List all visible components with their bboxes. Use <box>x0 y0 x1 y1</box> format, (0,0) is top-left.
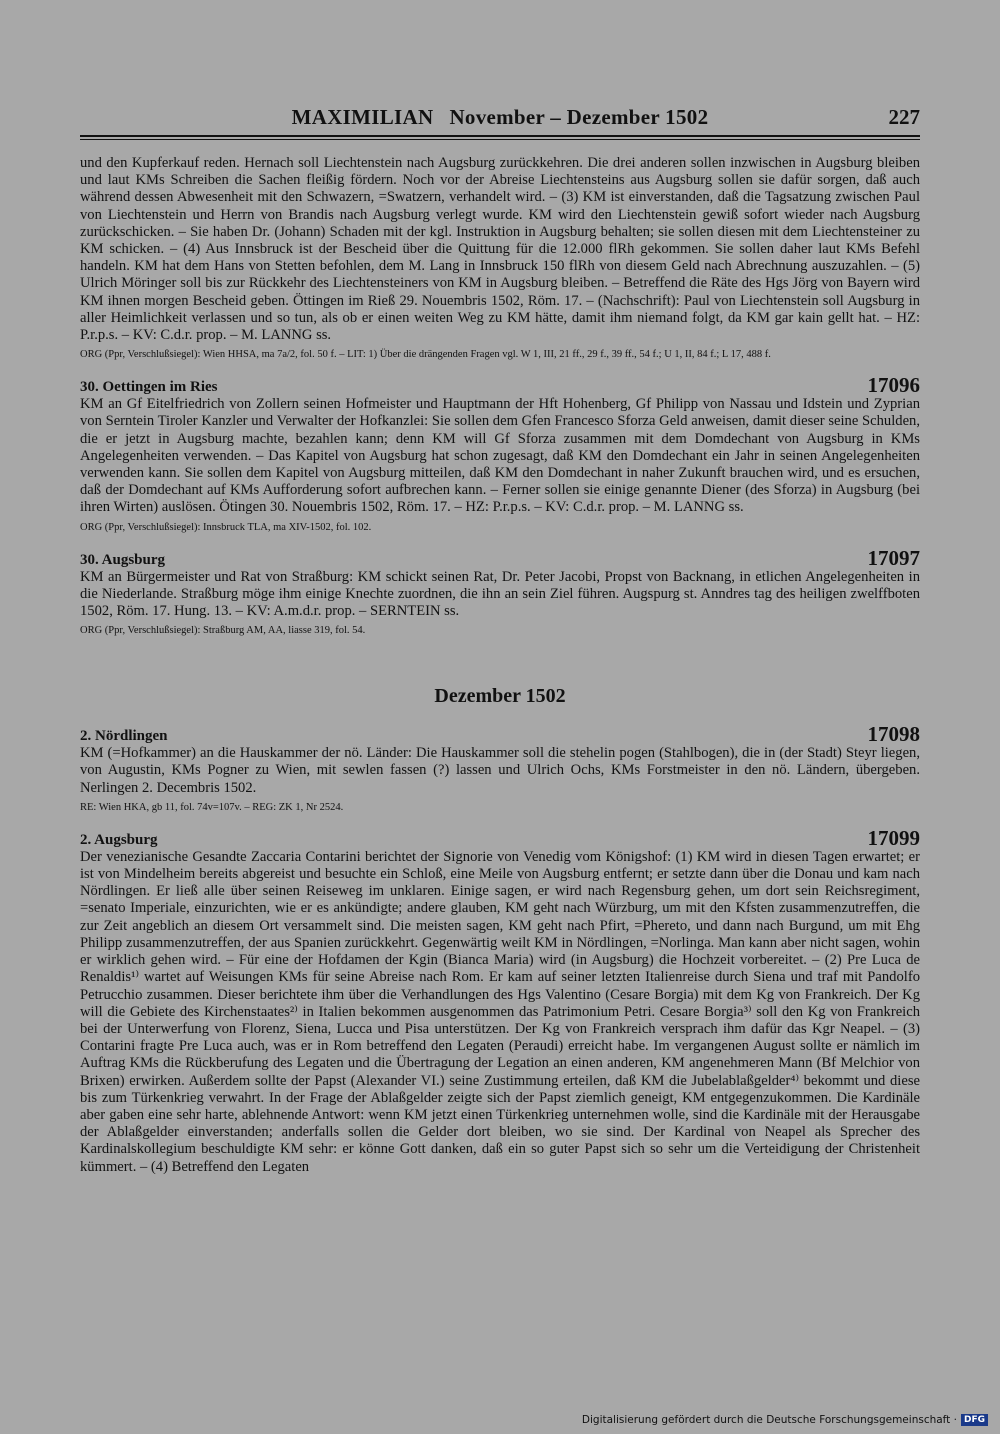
entry-source: RE: Wien HKA, gb 11, fol. 74v=107v. – REG: ZK 1, Nr 2524. <box>80 801 344 813</box>
entry-text: KM (=Hofkammer) an die Hauskammer der nö. Länder: Die Hauskammer soll die stehelin pogen (Stahlbogen), die in (der Stadt) Steyr liegen, von Augustin, KMs Pogner zu Wien, mit sewlen fassen (?) lassen und Ulrich Ochs, KMs Forstmeister in den nö. Ländern, übergeben. Nerlingen 2. Decembris 1502. <box>80 745 920 796</box>
entry-text: Der venezianische Gesandte Zaccaria Contarini berichtet der Signorie von Venedig vom Königshof: (1) KM wird in diesen Tagen erwartet; er ist von Mindelheim bereits abgereist und besuchte ein Schloß, eine Meile von Augsburg entfernt; er setzte dann über die Donau und kam nach Nördlingen. Er ließ alle über seinen Reiseweg im unklaren. Einige sagen, er wird nach Regensburg gehen, um dort sein Reichsregiment, =senato Imperiale, einzurichten, wie er es ankündigte; andere glauben, KM geht nach Würzburg, um mit den Kfsten zusammenzutreffen, die zur Zeit angeblich an diesem Ort versammelt sind. Die meisten sagen, KM geht nach Pfirt, =Phereto, und dann nach Burgund, um mit Ehg Philipp zusammenzutreffen, der aus Spanien zurückkehrt. Gegenwärtig weilt KM in Nördlingen, =Norlinga. Man kann aber nicht sagen, wohin er wirklich gehen wird. – Für eine der Hofdamen der Kgin (Bianca Maria) wird (in Augsburg) die Hochzeit vorbereitet. – (2) Pre Luca de Renaldis¹⁾ wartet auf Weisungen KMs für seine Abreise nach Rom. Er kam auf seiner letzten Italienreise durch Siena und traf mit Pandolfo Petrucchio zusammen. Dieser berichtete ihm über die Verhandlungen des Hgs Valentino (Cesare Borgia) mit dem Kg von Frankreich. Der Kg will die Gebiete des Kirchenstaates²⁾ in Italien bekommen ausgenommen das Patrimonium Petri. Cesare Borgia³⁾ soll den Kg von Frankreich bei der Unterwerfung von Florenz, Siena, Lucca und Pisa unterstützen. Der Kg von Frankreich versprach ihm dafür das Kgr Neapel. – (3) Contarini fragte Pre Luca auch, was er in Rom betreffend den Legaten (Peraudi) erreicht habe. Im vergangenen August sollte er nämlich im Auftrag KMs die Rückberufung des Legaten und die Übertragung der Legation an einen anderen, KM angenehmeren Mann (Bf Melchior von Brixen) erwirken. Außerdem sollte der Papst (Alexander VI.) seine Zustimmung erteilen, daß KM die Jubelablaßgelder⁴⁾ bekommt und diese bis zum Türkenkrieg verwahrt. In der Frage der Ablaßgelder zeigte sich der Papst ziemlich geneigt, KM entgegenzukommen. Die Kardinäle aber gaben eine sehr harte, ablehnende Antwort: wenn KM jetzt einen Türkenkrieg unternehmen wolle, sind die Kardinäle mit der Herausgabe der Ablaßgelder einverstanden; anderfalls sollen die Gelder dort bleiben, wo sie sind. Der Kardinal von Neapel als Sprecher des Kardinalskollegium beschuldigte KM sehr: er könne Gott danken, daß ein so guter Papst sich so sehr um die Verteidigung der Christenheit kümmert. – (4) Betreffend den Legaten <box>80 848 920 1175</box>
entry-place: 30. Augsburg <box>80 551 166 568</box>
entry-text: KM an Bürgermeister und Rat von Straßburg: KM schickt seinen Rat, Dr. Peter Jacobi, Propst von Backnang, in etlichen Angelegenheiten in die Niederlande. Straßburg möge ihm einige Knechte zuordnen, die ihn an sein Ziel führen. Augspurg st. Anndres tag des heiligen zwelffboten 1502, Röm. 17. Hung. 13. – KV: A.m.d.r. prop. – SERNTEIN ss. <box>80 568 920 620</box>
entry-text: KM an Gf Eitelfriedrich von Zollern seinen Hofmeister und Hauptmann der Hft Hohenberg, Gf Philipp von Nassau und Idstein und Zyprian von Serntein Tiroler Kanzler und Verwalter der Hofkanzlei: Sie sollen dem Gfen Francesco Sforza Geld anweisen, damit dieser seine Schulden, die er jetzt in Augsburg machte, bezahlen kann; denn KM will Gf Sforza zusammen mit dem Domdechant von Augsburg in KMs Angelegenheiten verwenden. – Das Kapitel von Augsburg hat schon zugesagt, daß KM den Domdechant ein Jahr in seinen Angelegenheiten verwenden kann. Sie sollen dem Kapitel von Augsburg mitteilen, daß KM den Domdechant in naher Zukunft brauchen wird, und es ersuchen, daß der Domdechant auf KMs Aufforderung sofort aufbrechen kann. – Ferner sollen sie einige genannte Diener (des Sforza) in Augsburg (bei ihren Wirten) auslösen. Ötingen 30. Nouembris 1502, Röm. 17. – HZ: P.r.p.s. – KV: C.d.r. prop. – M. LANNG ss. <box>80 396 920 516</box>
running-title-period: November – Dezember 1502 <box>449 105 709 129</box>
entry-place: 2. Nördlingen <box>80 728 168 745</box>
document-page <box>80 105 920 1176</box>
entry-17097 <box>80 545 920 638</box>
dfg-logo-icon[interactable]: DFG <box>961 1414 988 1426</box>
running-title <box>80 105 920 130</box>
footer <box>582 1414 988 1426</box>
intro-text: und den Kupferkauf reden. Hernach soll Liechtenstein nach Augsburg zurückkehren. Die drei anderen sollen inzwischen in Augsburg bleiben und laut KMs Schreiben die Sachen fleißig fördern. Noch vor der Abreise Liechtensteins aus Augsburg sollen sie dafür sorgen, daß auch während dessen Abwesenheit mit den Schwazern, =Swatzern, verhandelt wird. – (3) KM ist einverstanden, daß die Tagsatzung zwischen Paul von Liechtenstein und Herrn von Brandis nach Augsburg verlegt wurde. KM wird den Liechtenstein gewiß sofort wieder nach Augsburg zurückschicken. – Sie haben Dr. (Johann) Schaden mit der kgl. Instruktion in Augsburg behalten; sie sollen diesen mit dem Liechtensteiner zu KM schicken. – (4) Aus Innsbruck ist der Bescheid über die Quittung für die 12.000 flRh gekommen. Sie sollen daher laut KMs Befehl handeln. KM hat dem Hans von Stetten befohlen, dem M. Lang in Innsbruck 150 flRh von diesem Geld nach Abrechnung auszuzahlen. – (5) Ulrich Möringer soll bis zur Rückkehr des Liechtensteiners von KM in Augsburg bleiben. – Betreffend die Räte des Hgs Jörg von Bayern wird KM ihnen morgen Bescheid geben. Öttingen im Rieß 29. Nouembris 1502, Röm. 17. – (Nachschrift): Paul von Liechtenstein soll Augsburg in aller Heimlichkeit verlassen und so tun, als ob er einen weiten Weg zu KM hätte, damit ihm niemand folgt, da KM gar kain gellt hat. – HZ: P.r.p.s. – KV: C.d.r. prop. – M. LANNG ss. <box>80 155 920 344</box>
entry-17098 <box>80 724 920 814</box>
entry-place: 30. Oettingen im Ries <box>80 379 218 396</box>
entry-header <box>80 545 920 570</box>
entry-source: ORG (Ppr, Verschlußsiegel): Straßburg AM, AA, liasse 319, fol. 54. <box>80 625 366 637</box>
entry-17096 <box>80 375 920 533</box>
running-head <box>80 105 920 137</box>
entry-place: 2. Augsburg <box>80 831 158 848</box>
entry-source: ORG (Ppr, Verschlußsiegel): Innsbruck TLA, ma XIV-1502, fol. 102. <box>80 521 372 533</box>
entry-number: 17098 <box>867 722 920 747</box>
entry-header <box>80 724 920 745</box>
running-title-name: MAXIMILIAN <box>291 105 434 129</box>
entry-number: 17097 <box>867 545 920 570</box>
footer-text: Digitalisierung gefördert durch die Deutsche Forschungsgemeinschaft · <box>581 1414 957 1426</box>
section-title: Dezember 1502 <box>434 685 566 708</box>
entry-number: 17096 <box>867 373 920 398</box>
entry-header <box>80 375 920 396</box>
intro-source: ORG (Ppr, Verschlußsiegel): Wien HHSA, ma 7a/2, fol. 50 f. – LIT: 1) Über die drängenden Fragen vgl. W 1, III, 21 ff., 29 f., 39 ff., 54 f.; U 1, II, 84 f.; L 17, 488 f. <box>80 349 771 361</box>
entry-number: 17099 <box>867 825 920 850</box>
page-number: 227 <box>888 105 920 129</box>
entry-17099 <box>80 825 920 1176</box>
entry-header <box>80 825 920 850</box>
